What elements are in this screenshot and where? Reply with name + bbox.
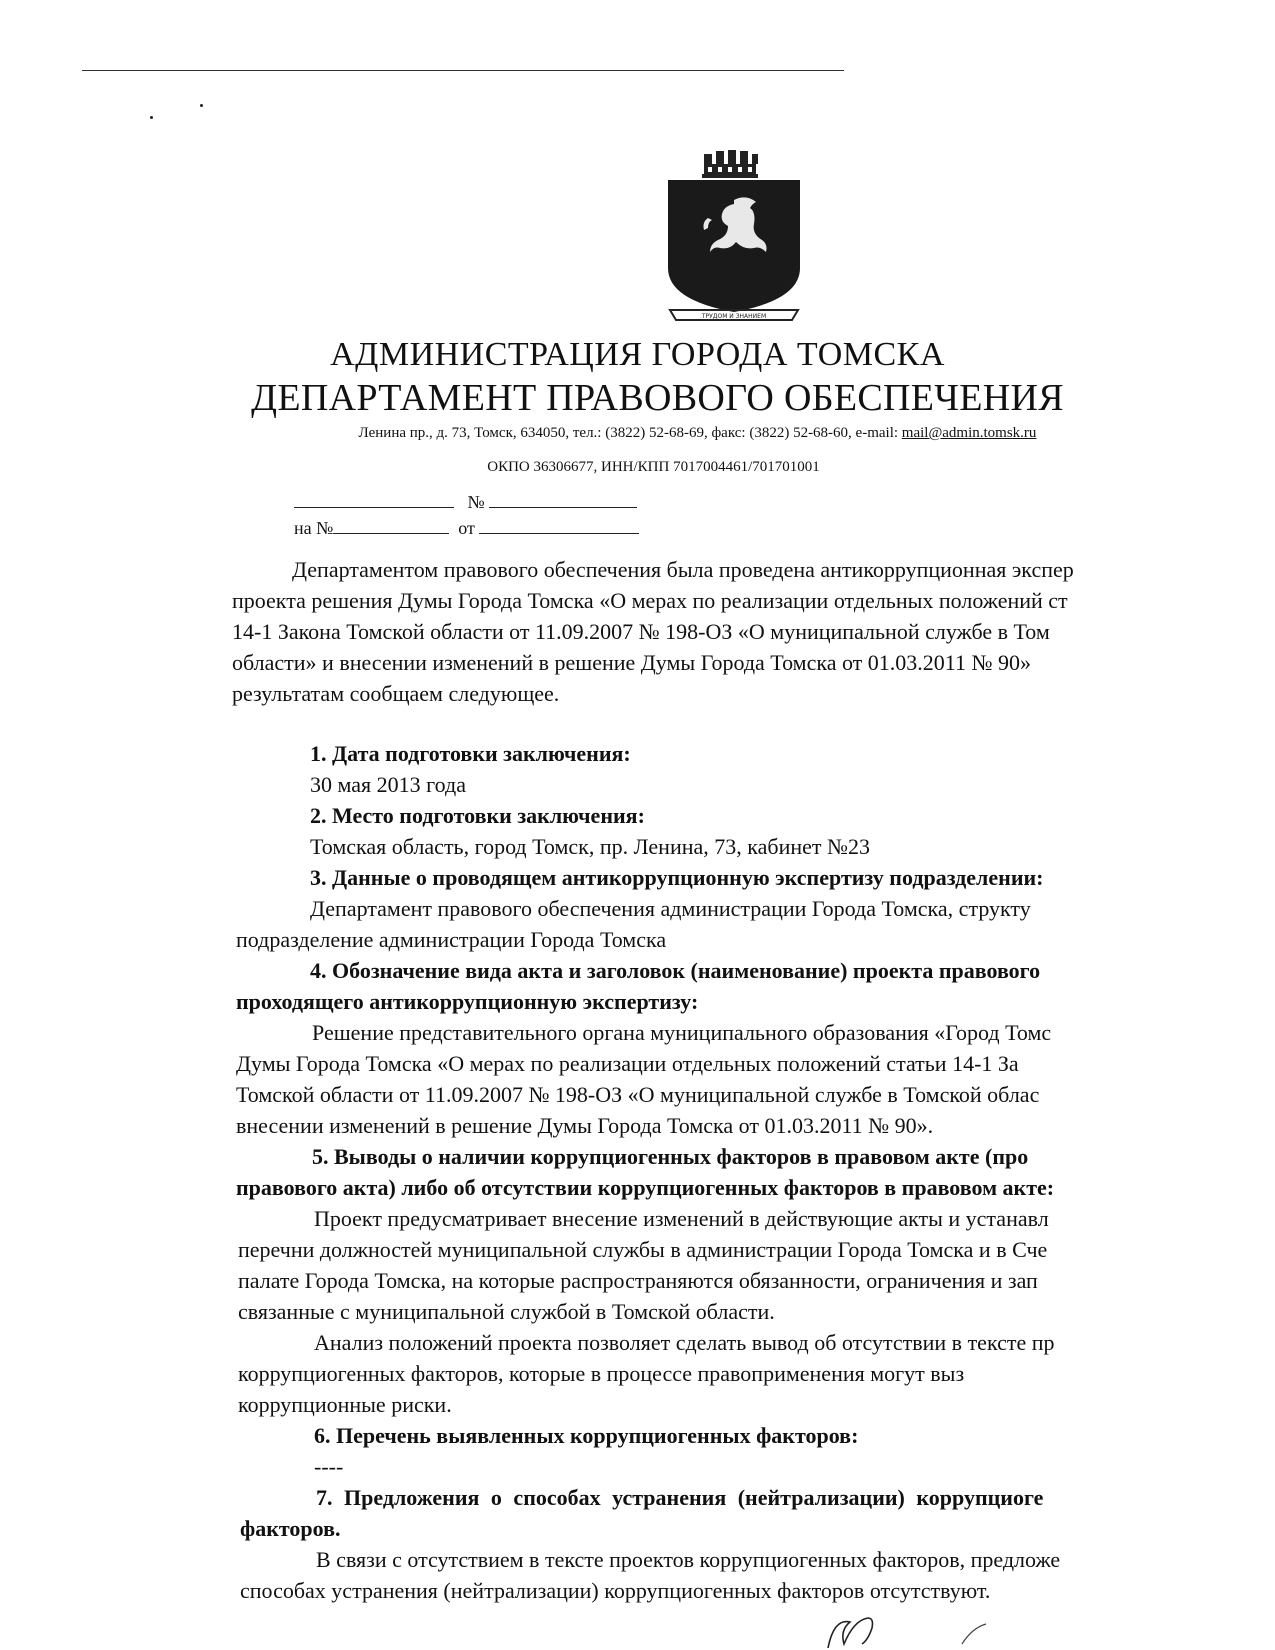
section-5-text: палате Города Томска, на которые распространяются обязанности, ограничения и зап: [238, 1268, 1038, 1293]
number-blank: [489, 493, 637, 508]
intro-line: области» и внесении изменений в решение Думы Города Томска от 01.03.2011 № 90»: [232, 650, 1031, 675]
section-7-title: 7. Предложения о способах устранения (нейтрализации) коррупциоге: [316, 1485, 1044, 1510]
coat-of-arms-icon: [664, 150, 804, 330]
section-7-text: способах устранения (нейтрализации) коррупциогенных факторов отсутствуют.: [240, 1578, 991, 1603]
section-4-title: 4. Обозначение вида акта и заголовок (наименование) проекта правового: [310, 958, 1041, 983]
section-5-text: Анализ положений проекта позволяет сделать вывод об отсутствии в тексте пр: [314, 1330, 1055, 1355]
intro-line: Департаментом правового обеспечения была проведена антикоррупционная экспер: [292, 557, 1074, 582]
section-3-text: подразделение администрации Города Томска: [236, 927, 667, 952]
section-1-title: 1. Дата подготовки заключения:: [310, 741, 631, 766]
section-6-title: 6. Перечень выявленных коррупциогенных факторов:: [314, 1423, 859, 1448]
scan-speck: [150, 116, 153, 119]
intro-line: 14-1 Закона Томской области от 11.09.2007 № 198-ОЗ «О муниципальной службе в Том: [232, 619, 1050, 644]
dept-title: ДЕПАРТАМЕНТ ПРАВОВОГО ОБЕСПЕЧЕНИЯ: [251, 377, 1064, 419]
top-rule: [82, 70, 844, 71]
scan-speck: [200, 104, 203, 107]
intro-line: результатам сообщаем следующее.: [232, 681, 560, 706]
org-codes: ОКПО 36306677, ИНН/КПП 7017004461/701701001: [487, 459, 820, 475]
section-6-text: ----: [314, 1454, 344, 1479]
ref-date-blank: [479, 519, 639, 534]
contact-address: [60, 425, 1275, 442]
incoming-reference: [294, 518, 639, 539]
ref-label: на №: [294, 518, 334, 538]
signature: [822, 1610, 1002, 1650]
section-3-title: 3. Данные о проводящем антикоррупционную экспертизу подразделении:: [310, 865, 1044, 890]
section-5-text: перечни должностей муниципальной службы в администрации Города Томска и в Сче: [238, 1237, 1048, 1262]
address-text: Ленина пр., д. 73, Томск, 634050, тел.: (3822) 52-68-69, факс: (3822) 52-68-60, e-mail:: [358, 425, 902, 441]
motto-text: ТРУДОМ И ЗНАНИЕМ: [701, 313, 767, 320]
section-2-title: 2. Место подготовки заключения:: [310, 803, 645, 828]
section-2-text: Томская область, город Томск, пр. Ленина, 73, кабинет №23: [310, 834, 870, 859]
from-label: от: [458, 518, 475, 538]
outgoing-number: [294, 492, 637, 513]
section-5-text: Проект предусматривает внесение изменений в действующие акты и устанавл: [314, 1206, 1049, 1231]
number-label: №: [467, 492, 485, 512]
section-4-text: Думы Города Томска «О мерах по реализации отдельных положений статьи 14-1 За: [236, 1051, 1019, 1076]
org-title: АДМИНИСТРАЦИЯ ГОРОДА ТОМСКА: [330, 336, 945, 373]
intro-line: проекта решения Думы Города Томска «О мерах по реализации отдельных положений ст: [232, 588, 1068, 613]
section-5-text: коррупциогенных факторов, которые в процессе правоприменения могут выз: [238, 1361, 965, 1386]
section-4-text: Решение представительного органа муниципального образования «Город Томс: [312, 1020, 1052, 1045]
section-7-text: В связи с отсутствием в тексте проектов коррупциогенных факторов, предложе: [316, 1547, 1061, 1572]
section-5-title: правового акта) либо об отсутствии коррупциогенных факторов в правовом акте:: [236, 1175, 1055, 1200]
email-link[interactable]: mail@admin.tomsk.ru: [901, 425, 1037, 441]
section-7-title: факторов.: [240, 1516, 341, 1541]
ref-number-blank: [333, 519, 449, 534]
section-5-text: коррупционные риски.: [238, 1392, 452, 1417]
date-blank: [294, 493, 454, 508]
section-4-text: внесении изменений в решение Думы Города Томска от 01.03.2011 № 90».: [236, 1113, 934, 1138]
section-5-text: связанные с муниципальной службой в Томской области.: [238, 1299, 775, 1324]
section-1-text: 30 мая 2013 года: [310, 772, 466, 797]
section-4-title: проходящего антикоррупционную экспертизу:: [236, 989, 699, 1014]
section-4-text: Томской области от 11.09.2007 № 198-ОЗ «О муниципальной службе в Томской облас: [236, 1082, 1040, 1107]
section-3-text: Департамент правового обеспечения администрации Города Томска, структу: [310, 896, 1031, 921]
section-5-title: 5. Выводы о наличии коррупциогенных факторов в правовом акте (про: [312, 1144, 1029, 1169]
